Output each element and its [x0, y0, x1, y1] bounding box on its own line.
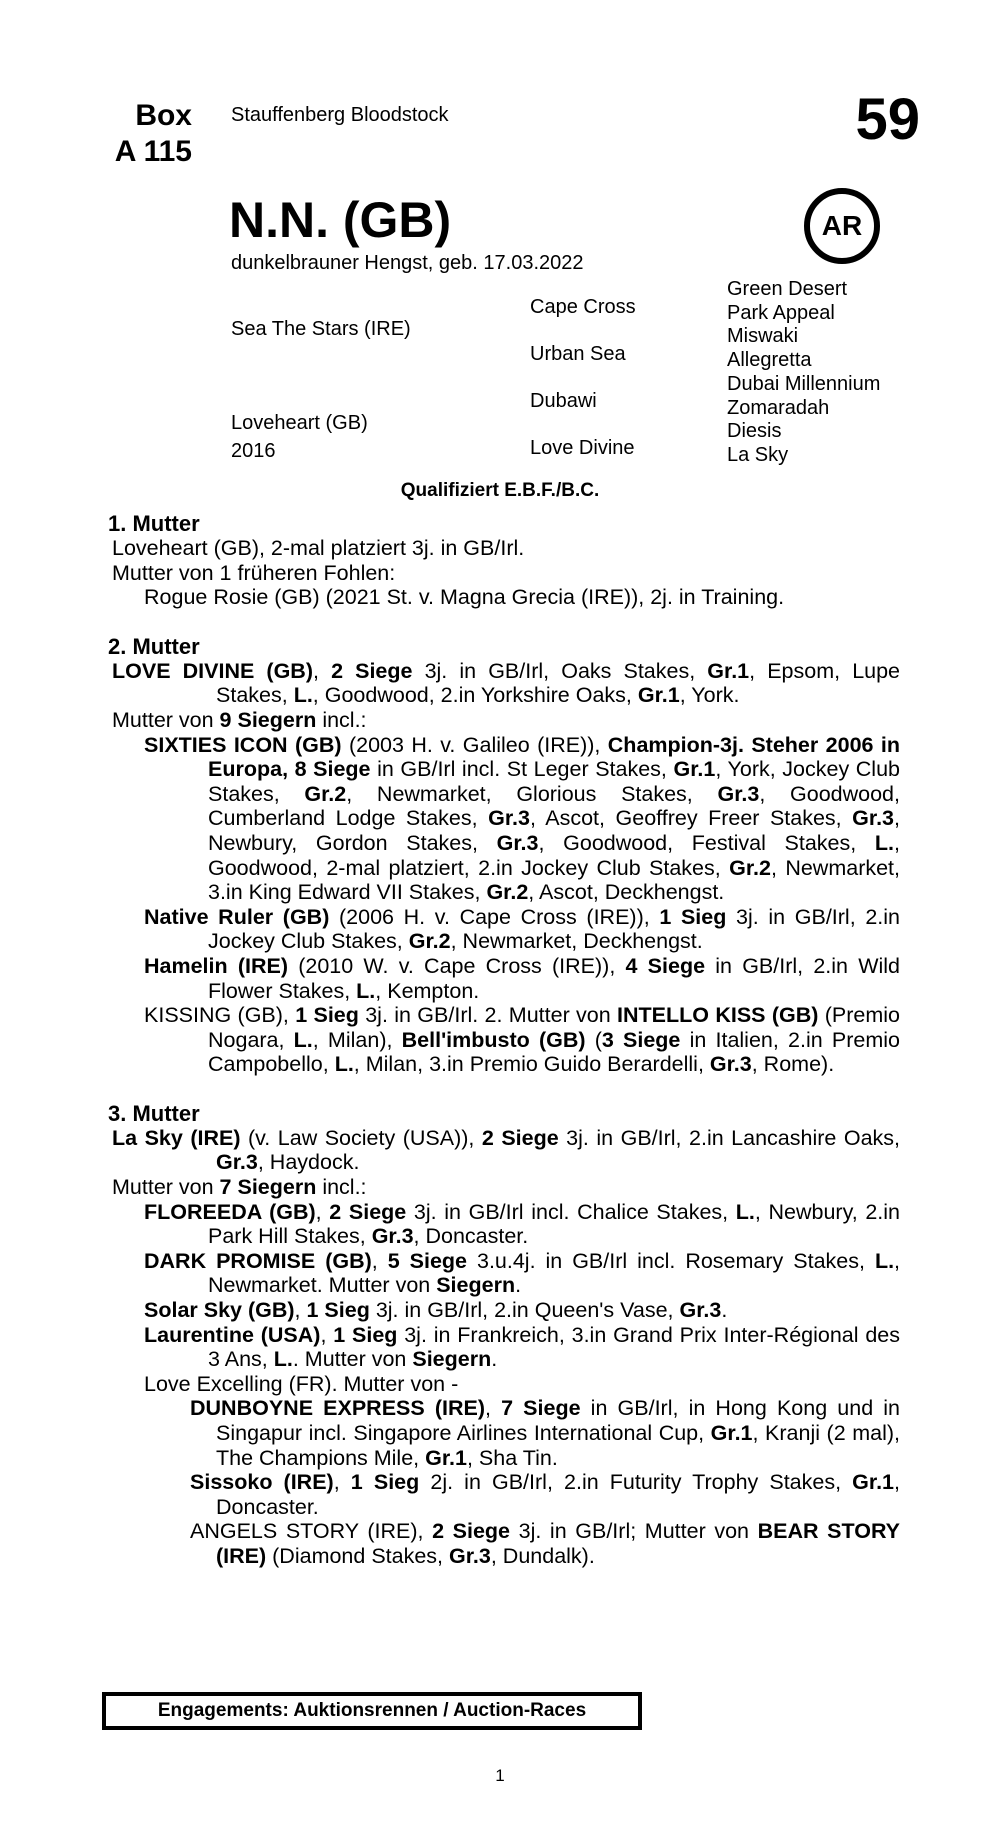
- box-label: [96, 98, 192, 170]
- family-entry: [108, 905, 900, 954]
- ar-badge-label: AR: [821, 210, 863, 241]
- bold-run: 1 Sieg: [333, 1322, 398, 1347]
- box-title: Box: [135, 99, 192, 132]
- text-run: 3j. in GB/Irl, 2.in Queen's Vase,: [369, 1298, 680, 1323]
- bold-run: 1 Sieg: [295, 1003, 359, 1028]
- text-run: .: [721, 1298, 728, 1323]
- bold-run: Hamelin (IRE): [144, 953, 289, 978]
- pedigree-grandparent: Urban Sea: [530, 343, 626, 365]
- bold-run: L.: [334, 1052, 354, 1077]
- bold-run: L.: [293, 1027, 313, 1052]
- text-run: ,: [485, 1396, 502, 1421]
- family-history: [108, 511, 900, 1569]
- bold-run: Solar Sky (GB): [144, 1298, 295, 1323]
- bold-run: Gr.2: [486, 880, 529, 905]
- text-run: 3j. in GB/Irl, 2.in Jockey Club Stakes,: [208, 904, 900, 954]
- section-gap: [108, 610, 900, 634]
- bold-run: 2 Siege: [331, 658, 413, 683]
- text-run: , Newbury, 2.in Park Hill Stakes,: [208, 1199, 901, 1249]
- family-entry: [108, 659, 900, 708]
- bold-run: Gr.3: [371, 1224, 414, 1249]
- text-run: ANGELS STORY (IRE),: [190, 1519, 433, 1544]
- bold-run: Gr.3: [679, 1298, 722, 1323]
- text-run: , Newmarket, Glorious Stakes,: [346, 781, 718, 806]
- text-run: 2j. in GB/Irl, 2.in Futurity Trophy Stakes,: [419, 1470, 853, 1495]
- bold-run: 7 Siege: [501, 1396, 581, 1421]
- horse-description: dunkelbrauner Hengst, geb. 17.03.2022: [231, 252, 584, 274]
- text-run: in Italien, 2.in Premio Campobello,: [208, 1027, 900, 1077]
- text-run: Loveheart (GB), 2-mal platziert 3j. in GB/Irl.: [112, 536, 525, 560]
- text-run: KISSING (GB),: [144, 1003, 296, 1028]
- text-run: .: [515, 1273, 522, 1298]
- bold-run: Gr.3: [496, 830, 539, 855]
- engagements-label: Engagements: Auktionsrennen / Auction-Races: [157, 1700, 587, 1721]
- bold-run: L.: [735, 1199, 755, 1224]
- section-title: 2. Mutter: [108, 633, 200, 659]
- text-run: , Dundalk).: [490, 1543, 595, 1568]
- bold-run: Gr.1: [852, 1470, 895, 1495]
- family-entry: [108, 1298, 900, 1323]
- family-entry: [108, 1396, 900, 1470]
- text-run: 3j. in GB/Irl incl. Chalice Stakes,: [406, 1199, 736, 1224]
- bold-run: 7 Siegern: [219, 1175, 317, 1200]
- bold-run: L.: [356, 978, 376, 1003]
- bold-run: INTELLO KISS (GB): [617, 1003, 819, 1028]
- bold-run: Gr.2: [729, 855, 771, 880]
- family-entry: [108, 1249, 900, 1298]
- bold-run: 2 Siege: [432, 1519, 511, 1544]
- text-run: Mutter von: [112, 707, 220, 732]
- section-title: 1. Mutter: [108, 511, 200, 536]
- text-run: (2010 W. v. Cape Cross (IRE)),: [288, 953, 626, 978]
- bold-run: FLOREEDA (GB): [144, 1199, 316, 1224]
- text-run: incl.:: [316, 707, 367, 732]
- bold-run: Laurentine (USA): [144, 1322, 321, 1347]
- family-entry: [108, 954, 900, 1003]
- text-run: , Doncaster.: [413, 1224, 529, 1249]
- text-run: Love Excelling (FR). Mutter von -: [144, 1371, 459, 1396]
- bold-run: Native Ruler (GB): [144, 904, 330, 929]
- text-run: .: [491, 1347, 498, 1372]
- pedigree-sire: Sea The Stars (IRE): [231, 318, 411, 340]
- family-entry: [108, 585, 900, 610]
- family-entry: [108, 733, 900, 905]
- text-run: (Premio Nogara,: [208, 1003, 900, 1052]
- bold-run: Sissoko (IRE): [190, 1470, 334, 1495]
- text-run: in GB/Irl, 2.in Wild Flower Stakes,: [208, 953, 900, 1003]
- bold-run: 4 Siege: [625, 953, 706, 978]
- bold-run: Gr.3: [216, 1150, 258, 1175]
- bold-run: 3 Siege: [601, 1027, 681, 1052]
- bold-run: Gr.3: [449, 1543, 491, 1568]
- text-run: 3j. in GB/Irl. 2. Mutter von: [358, 1003, 618, 1028]
- bold-run: Gr.3: [717, 781, 760, 806]
- text-run: , Rome).: [751, 1052, 835, 1077]
- text-run: 3j. in Frankreich, 3.in Grand Prix Inter-Régional des 3 Ans,: [208, 1322, 901, 1372]
- bold-run: Bell'imbusto (GB): [401, 1027, 586, 1052]
- text-run: 3.u.4j. in GB/Irl incl. Rosemary Stakes,: [467, 1248, 875, 1273]
- text-run: ,: [320, 1322, 334, 1347]
- text-run: 3j. in GB/Irl, 2.in Lancashire Oaks,: [558, 1125, 901, 1150]
- bold-run: La Sky (IRE): [112, 1125, 241, 1150]
- bold-run: LOVE DIVINE (GB): [112, 658, 313, 683]
- text-run: Mutter von 1 früheren Fohlen:: [112, 560, 396, 585]
- family-entry: [108, 561, 900, 586]
- bold-run: Gr.1: [637, 683, 680, 708]
- bold-run: BEAR STORY (IRE): [216, 1519, 901, 1568]
- text-run: ,: [312, 658, 332, 683]
- bold-run: Gr.3: [488, 806, 530, 831]
- bold-run: Gr.3: [852, 806, 895, 831]
- bold-run: 1 Sieg: [659, 904, 727, 929]
- bold-run: Gr.1: [425, 1445, 467, 1470]
- pedigree-dam: Loveheart (GB): [231, 412, 368, 434]
- pedigree-grandparent: Cape Cross: [530, 296, 636, 318]
- text-run: (2006 H. v. Cape Cross (IRE)),: [329, 904, 660, 929]
- engagements-box: [102, 1692, 642, 1730]
- text-run: , Newbury, Gordon Stakes,: [208, 806, 900, 855]
- text-run: Mutter von: [112, 1175, 220, 1200]
- consignor: Stauffenberg Bloodstock: [231, 104, 449, 126]
- bold-run: SIXTIES ICON (GB): [144, 732, 342, 757]
- page-number: 1: [495, 1766, 505, 1785]
- text-run: , Ascot, Deckhengst.: [528, 880, 725, 905]
- pedigree-grandparent: Love Divine: [530, 437, 635, 459]
- bold-run: Siegern: [412, 1347, 492, 1372]
- text-run: , Milan),: [312, 1027, 402, 1052]
- bold-run: 5 Siege: [387, 1248, 468, 1273]
- text-run: , Milan, 3.in Premio Guido Berardelli,: [353, 1052, 710, 1077]
- text-run: , Goodwood, 2.in Yorkshire Oaks,: [312, 683, 638, 708]
- text-run: , Goodwood, 2-mal platziert, 2.in Jockey Club Stakes,: [208, 830, 900, 880]
- bold-run: Gr.1: [710, 1421, 753, 1445]
- ar-badge-icon: [804, 188, 880, 264]
- text-run: , Goodwood, Cumberland Lodge Stakes,: [208, 781, 900, 831]
- text-run: (: [585, 1027, 602, 1052]
- bold-run: 2 Siege: [481, 1125, 559, 1150]
- lot-number: 59: [855, 87, 920, 152]
- text-run: 3j. in GB/Irl; Mutter von: [510, 1519, 758, 1544]
- bold-run: L.: [874, 1248, 895, 1273]
- text-run: , York.: [679, 683, 740, 708]
- text-run: , Kranji (2 mal), The Champions Mile,: [216, 1421, 900, 1470]
- text-run: , Newmarket, Deckhengst.: [450, 929, 703, 954]
- pedigree-great-grandparents: [727, 278, 880, 468]
- bold-run: 9 Siegern: [219, 707, 317, 732]
- text-run: (Diamond Stakes,: [266, 1543, 449, 1568]
- family-entry: [108, 536, 900, 561]
- bold-run: Gr.3: [709, 1052, 752, 1077]
- section-title: 3. Mutter: [108, 1100, 200, 1126]
- text-run: , Kempton.: [375, 978, 480, 1003]
- bold-run: 1 Sieg: [350, 1470, 420, 1495]
- family-entry: [108, 1003, 900, 1077]
- text-run: ,: [294, 1298, 307, 1323]
- text-run: ,: [315, 1199, 330, 1224]
- text-run: , Goodwood, Festival Stakes,: [538, 830, 875, 855]
- family-entry: [108, 1200, 900, 1249]
- bold-run: Gr.2: [408, 929, 451, 954]
- text-run: , Newmarket, 3.in King Edward VII Stakes,: [208, 855, 901, 905]
- bold-run: DARK PROMISE (GB): [144, 1248, 372, 1273]
- pedigree-great-grandparent: La Sky: [727, 443, 789, 466]
- family-entry: [108, 1519, 900, 1568]
- bold-run: Gr.1: [707, 658, 750, 683]
- box-number: A 115: [114, 135, 192, 168]
- text-run: , Ascot, Geoffrey Freer Stakes,: [529, 806, 853, 831]
- section-gap: [108, 1077, 900, 1101]
- text-run: ,: [371, 1248, 388, 1273]
- text-run: Rogue Rosie (GB) (2021 St. v. Magna Grecia (IRE)), 2j. in Training.: [144, 585, 785, 610]
- bold-run: Siegern: [436, 1273, 516, 1298]
- text-run: in GB/Irl incl. St Leger Stakes,: [370, 757, 674, 782]
- pedigree-great-grandparent: Zomaradah: [727, 396, 830, 419]
- text-run: (2003 H. v. Galileo (IRE)),: [341, 732, 608, 757]
- text-run: in GB/Irl, in Hong Kong und in Singapur incl. Singapore Airlines International Cup,: [216, 1396, 901, 1445]
- pedigree-great-grandparent: Green Desert: [727, 278, 848, 300]
- pedigree-great-grandparent: Allegretta: [727, 349, 812, 372]
- bold-run: L.: [273, 1347, 293, 1372]
- text-run: , Sha Tin.: [466, 1445, 558, 1470]
- text-run: , York, Jockey Club Stakes,: [208, 757, 900, 806]
- pedigree-great-grandparent: Dubai Millennium: [727, 372, 881, 395]
- text-run: incl.:: [316, 1175, 367, 1200]
- text-run: , Epsom, Lupe Stakes,: [216, 658, 901, 708]
- family-entry: [108, 1126, 900, 1175]
- pedigree-great-grandparent: Diesis: [727, 420, 782, 443]
- text-run: , Haydock.: [257, 1150, 360, 1175]
- bold-run: L.: [293, 683, 313, 708]
- pedigree-grandparent: Dubawi: [530, 390, 597, 412]
- family-entry: [108, 1175, 900, 1200]
- text-run: . Mutter von: [292, 1347, 413, 1372]
- text-run: , Newmarket. Mutter von: [208, 1248, 901, 1298]
- horse-name: N.N. (GB): [229, 192, 452, 248]
- text-run: , Doncaster.: [216, 1470, 900, 1519]
- text-run: 3j. in GB/Irl, Oaks Stakes,: [412, 658, 708, 683]
- bold-run: L.: [874, 830, 895, 855]
- bold-run: Champion-3j. Steher 2006 in Europa, 8 Siege: [208, 732, 900, 782]
- pedigree-dam-year: 2016: [231, 440, 276, 462]
- bold-run: 1 Sieg: [306, 1298, 370, 1323]
- pedigree-great-grandparent: Miswaki: [727, 325, 799, 348]
- bold-run: 2 Siege: [329, 1199, 407, 1224]
- bold-run: Gr.2: [304, 781, 347, 806]
- family-entry: [108, 1470, 900, 1519]
- qualification-note: Qualifiziert E.B.F./B.C.: [400, 480, 600, 501]
- bold-run: Gr.1: [673, 757, 716, 782]
- text-run: (v. Law Society (USA)),: [240, 1125, 482, 1150]
- bold-run: DUNBOYNE EXPRESS (IRE): [190, 1396, 486, 1421]
- family-entry: [108, 1323, 900, 1372]
- text-run: ,: [333, 1470, 351, 1495]
- family-entry: [108, 1372, 900, 1397]
- family-entry: [108, 708, 900, 733]
- pedigree-great-grandparent: Park Appeal: [727, 301, 835, 324]
